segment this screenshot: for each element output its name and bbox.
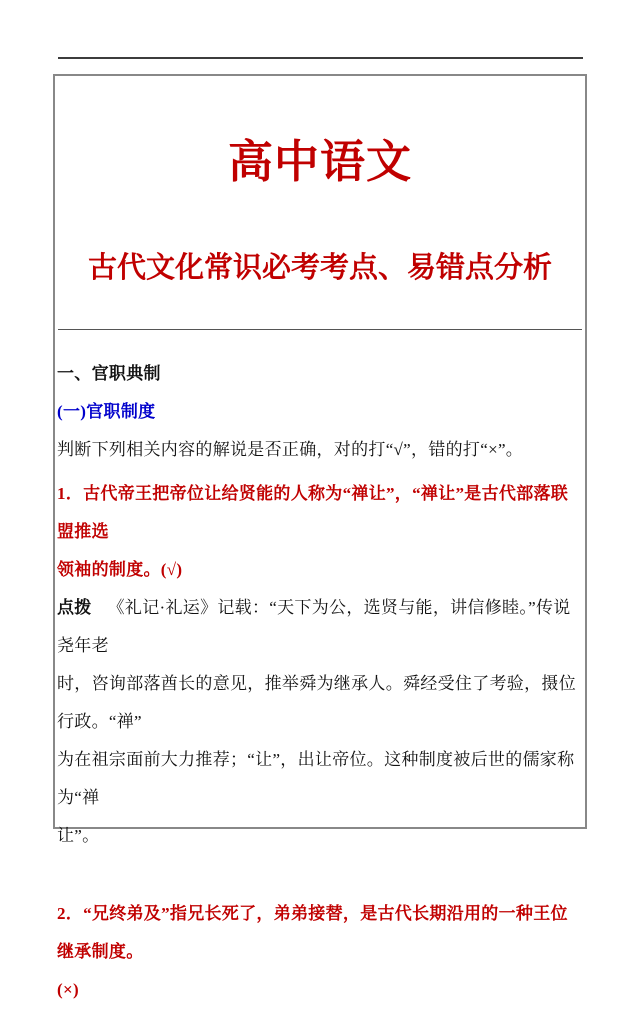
question-2-line-2: (×) [57,980,79,999]
instruction-text: 判断下列相关内容的解说是否正确，对的打“√”，错的打“×”。 [57,440,524,459]
question-2-line-1: 2．“兄终弟及”指兄长死了，弟弟接替，是古代长期沿用的一种王位继承制度。 [57,904,568,961]
section-heading: 一、官职典制 [57,364,161,383]
tip-line-1 [57,589,584,665]
tip-label: 点拨 [57,598,92,617]
tip-paragraph [57,589,584,855]
question-1-line-1: 1．古代帝王把帝位让给贤能的人称为“禅让”，“禅让”是古代部落联盟推选 [57,484,569,541]
content-box [53,74,587,999]
question-1 [57,475,584,589]
tip-line-2: 时，咨询部落酋长的意见，推举舜为继承人。舜经受住了考验，摄位行政。“禅” [57,674,576,731]
tip-line-1-text: 《礼记·礼运》记载：“天下为公，选贤与能，讲信修睦。”传说尧年老 [57,598,571,655]
title-divider [58,329,582,330]
document-subtitle: 古代文化常识必考考点、易错点分析 [87,252,552,284]
question-1-line-2: 领袖的制度。(√) [57,560,183,579]
document-title: 高中语文 [227,137,412,187]
tip-line-4: 让”。 [57,826,100,845]
body-text [57,355,584,1009]
tip-line-3: 为在祖宗面前大力推荐；“让”，出让帝位。这种制度被后世的儒家称为“禅 [57,750,575,807]
subsection-heading: (一)官职制度 [57,402,156,421]
question-2 [57,895,584,1009]
top-rule [58,57,583,59]
